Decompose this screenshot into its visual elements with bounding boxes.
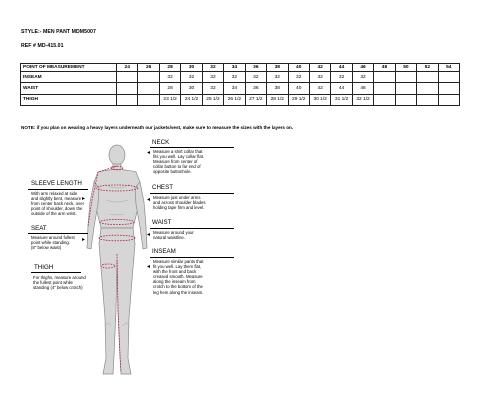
- measurement-cell: 32: [202, 83, 223, 94]
- size-header-cell: 50: [395, 64, 416, 72]
- size-header-row: [21, 64, 460, 72]
- measurement-cell: [395, 94, 416, 105]
- row-label: INSEAM: [21, 72, 117, 83]
- body-silhouette: [87, 145, 147, 374]
- measurement-cell: 24 1/2: [181, 94, 202, 105]
- measurement-cell: 26 1/2: [224, 94, 245, 105]
- measurement-row-waist: [21, 83, 460, 94]
- chest-instruction-line: and across shoulder blades: [153, 200, 206, 206]
- measurement-cell: 32 1/2: [352, 94, 373, 105]
- point-of-measurement-header: POINT OF MEASUREMENT: [21, 64, 117, 72]
- measurement-cell: [438, 83, 459, 94]
- measurement-cell: [417, 83, 438, 94]
- inseam-instruction-line: creased smooth. Measure: [153, 274, 203, 280]
- size-header-cell: 32: [202, 64, 223, 72]
- thigh-instruction-line: standing (4" below crotch): [33, 285, 83, 291]
- sleeve-instruction-line: from center back neck, over: [31, 201, 85, 207]
- neck-bullet-icon: ◂: [147, 150, 151, 156]
- measurement-cell: [138, 72, 159, 83]
- size-header-cell: 30: [181, 64, 202, 72]
- measurement-cell: 38: [267, 83, 288, 94]
- measurement-cell: 31 1/2: [331, 94, 352, 105]
- sleeve-instructions: [31, 191, 84, 216]
- thigh-title: THIGH: [34, 264, 54, 271]
- right-arm-shape: [135, 182, 147, 249]
- waist-instruction-line: natural waistline.: [153, 235, 186, 241]
- measurement-cell: 40: [288, 83, 309, 94]
- seat-instruction-line: (8" below waist): [31, 245, 62, 251]
- thigh-rule: [31, 272, 81, 273]
- waist-instruction-line: Measure around your: [153, 230, 194, 235]
- measurement-cell: 29 1/2: [288, 94, 309, 105]
- size-header-cell: 34: [224, 64, 245, 72]
- seat-title: SEAT: [31, 225, 47, 232]
- measurement-cell: [395, 72, 416, 83]
- sleeve-instruction-line: point of shoulder, down the: [31, 206, 83, 212]
- torso-shape: [94, 170, 140, 229]
- size-header-cell: 40: [288, 64, 309, 72]
- seat-rule: [28, 233, 88, 234]
- measurement-cell: 44: [331, 83, 352, 94]
- neck-instructions: [153, 149, 204, 174]
- measurement-cell: [117, 83, 138, 94]
- size-table: [20, 63, 460, 106]
- row-label: THIGH: [21, 94, 117, 105]
- waist-rule: [150, 228, 234, 229]
- measurement-cell: 25 1/2: [202, 94, 223, 105]
- measurement-cell: [138, 83, 159, 94]
- measurement-cell: 34: [224, 83, 245, 94]
- measurement-cell: 23 1/2: [159, 94, 180, 105]
- measurement-cell: 28 1/2: [267, 94, 288, 105]
- sleeve-bullet-icon: ▸: [82, 196, 86, 202]
- measurement-cell: 32: [331, 72, 352, 83]
- measurement-cell: [117, 72, 138, 83]
- chest-instruction-line: Measure just under arms: [153, 195, 201, 200]
- size-header-cell: 28: [159, 64, 180, 72]
- inseam-title: INSEAM: [152, 248, 176, 255]
- measurement-cell: 30: [181, 83, 202, 94]
- size-header-cell: 46: [352, 64, 373, 72]
- measurement-cell: 32: [352, 72, 373, 83]
- inseam-instructions: [153, 259, 203, 295]
- neck-instruction-line: collar button to far end of: [153, 164, 201, 170]
- measurement-cell: 32: [288, 72, 309, 83]
- measurement-figure: [0, 130, 480, 411]
- inseam-instruction-line: along the inseam from: [153, 279, 196, 285]
- seat-instruction-line: Measure around fullest: [31, 235, 75, 240]
- inseam-instruction-line: leg hem along the inseam.: [153, 289, 204, 295]
- size-header-cell: 52: [417, 64, 438, 72]
- inseam-instruction-line: with the front and back: [153, 269, 197, 275]
- size-header-cell: 38: [267, 64, 288, 72]
- seat-bullet-icon: ▸: [82, 237, 86, 243]
- inseam-instruction-line: crotch to the bottom of the: [153, 284, 203, 290]
- size-header-cell: 26: [138, 64, 159, 72]
- layer-note: NOTE: if you plan on wearing a heavy layers underneath our jackets/vest, make sure to measure the sizes with the layers on.: [21, 125, 294, 130]
- size-header-cell: 44: [331, 64, 352, 72]
- measurement-row-inseam: [21, 72, 460, 83]
- sleeve-rule: [28, 189, 88, 190]
- measurement-cell: [374, 72, 395, 83]
- sleeve-instruction-line: and slightly bent, measure: [31, 196, 82, 202]
- thigh-instructions: [33, 275, 86, 290]
- seat-instructions: [31, 235, 75, 250]
- measurement-cell: 46: [352, 83, 373, 94]
- chest-bullet-icon: ◂: [147, 197, 151, 203]
- measurement-cell: 32: [202, 72, 223, 83]
- inseam-rule: [150, 257, 234, 258]
- measurement-cell: 36: [245, 83, 266, 94]
- waist-bullet-icon: ◂: [147, 232, 151, 238]
- measurement-cell: 32: [224, 72, 245, 83]
- measurement-cell: [417, 94, 438, 105]
- measurement-cell: [438, 72, 459, 83]
- measurement-cell: 28: [159, 83, 180, 94]
- sleeve-instruction-line: With arm relaxed at side: [31, 191, 78, 196]
- neck-rule: [150, 147, 234, 148]
- size-header-cell: 24: [117, 64, 138, 72]
- seat-instruction-line: point while standing.: [31, 240, 70, 246]
- measurement-cell: 27 1/2: [245, 94, 266, 105]
- row-label: WAIST: [21, 83, 117, 94]
- waist-title: WAIST: [152, 219, 172, 226]
- measurement-cell: 32: [181, 72, 202, 83]
- legs-shape: [99, 228, 135, 374]
- measurement-cell: 30 1/2: [309, 94, 330, 105]
- waist-instructions: [153, 230, 194, 240]
- inseam-instruction-line: fit you well. Lay them flat,: [153, 264, 202, 270]
- measurement-cell: [374, 94, 395, 105]
- sleeve-instruction-line: outside of the arm wrist.: [31, 211, 77, 217]
- size-header-cell: 36: [245, 64, 266, 72]
- measurement-cell: [138, 94, 159, 105]
- measurement-cell: [438, 94, 459, 105]
- chest-instruction-line: holding tape firm and level.: [153, 205, 205, 211]
- chest-instructions: [153, 195, 206, 210]
- neck-instruction-line: opposite buttonhole.: [153, 169, 192, 175]
- neck-instruction-line: fits you well. Lay collar flat.: [153, 154, 205, 160]
- neck-instruction-line: Measure from center of: [153, 159, 198, 165]
- measurement-row-thigh: [21, 94, 460, 105]
- sleeve-title: SLEEVE LENGTH: [31, 180, 82, 187]
- thigh-instruction-line: For thighs, measure around: [33, 275, 86, 280]
- measurement-cell: 32: [267, 72, 288, 83]
- measurement-cell: 32: [245, 72, 266, 83]
- size-header-cell: 54: [438, 64, 459, 72]
- inseam-bullet-icon: ◂: [147, 264, 151, 270]
- ref-line: REF # MD-415.01: [21, 43, 64, 49]
- measurement-cell: [117, 94, 138, 105]
- measurement-cell: [395, 83, 416, 94]
- chest-title: CHEST: [152, 184, 173, 191]
- left-arm-shape: [87, 182, 99, 249]
- head-shape: [109, 145, 125, 165]
- measurement-cell: 42: [309, 83, 330, 94]
- size-header-cell: 48: [374, 64, 395, 72]
- measurement-cell: 32: [309, 72, 330, 83]
- inseam-instruction-line: Measure similar pants that: [153, 259, 204, 264]
- thigh-instruction-line: the fullest point while: [33, 280, 73, 286]
- size-header-cell: 42: [309, 64, 330, 72]
- chest-rule: [150, 193, 234, 194]
- measurement-cell: 32: [159, 72, 180, 83]
- neck-title: NECK: [152, 139, 170, 146]
- neck-instruction-line: Measure a shirt collar that: [153, 149, 203, 154]
- measurement-cell: [374, 83, 395, 94]
- measurement-cell: [417, 72, 438, 83]
- style-line: STYLE:- MEN PANT MDM5007: [21, 29, 96, 35]
